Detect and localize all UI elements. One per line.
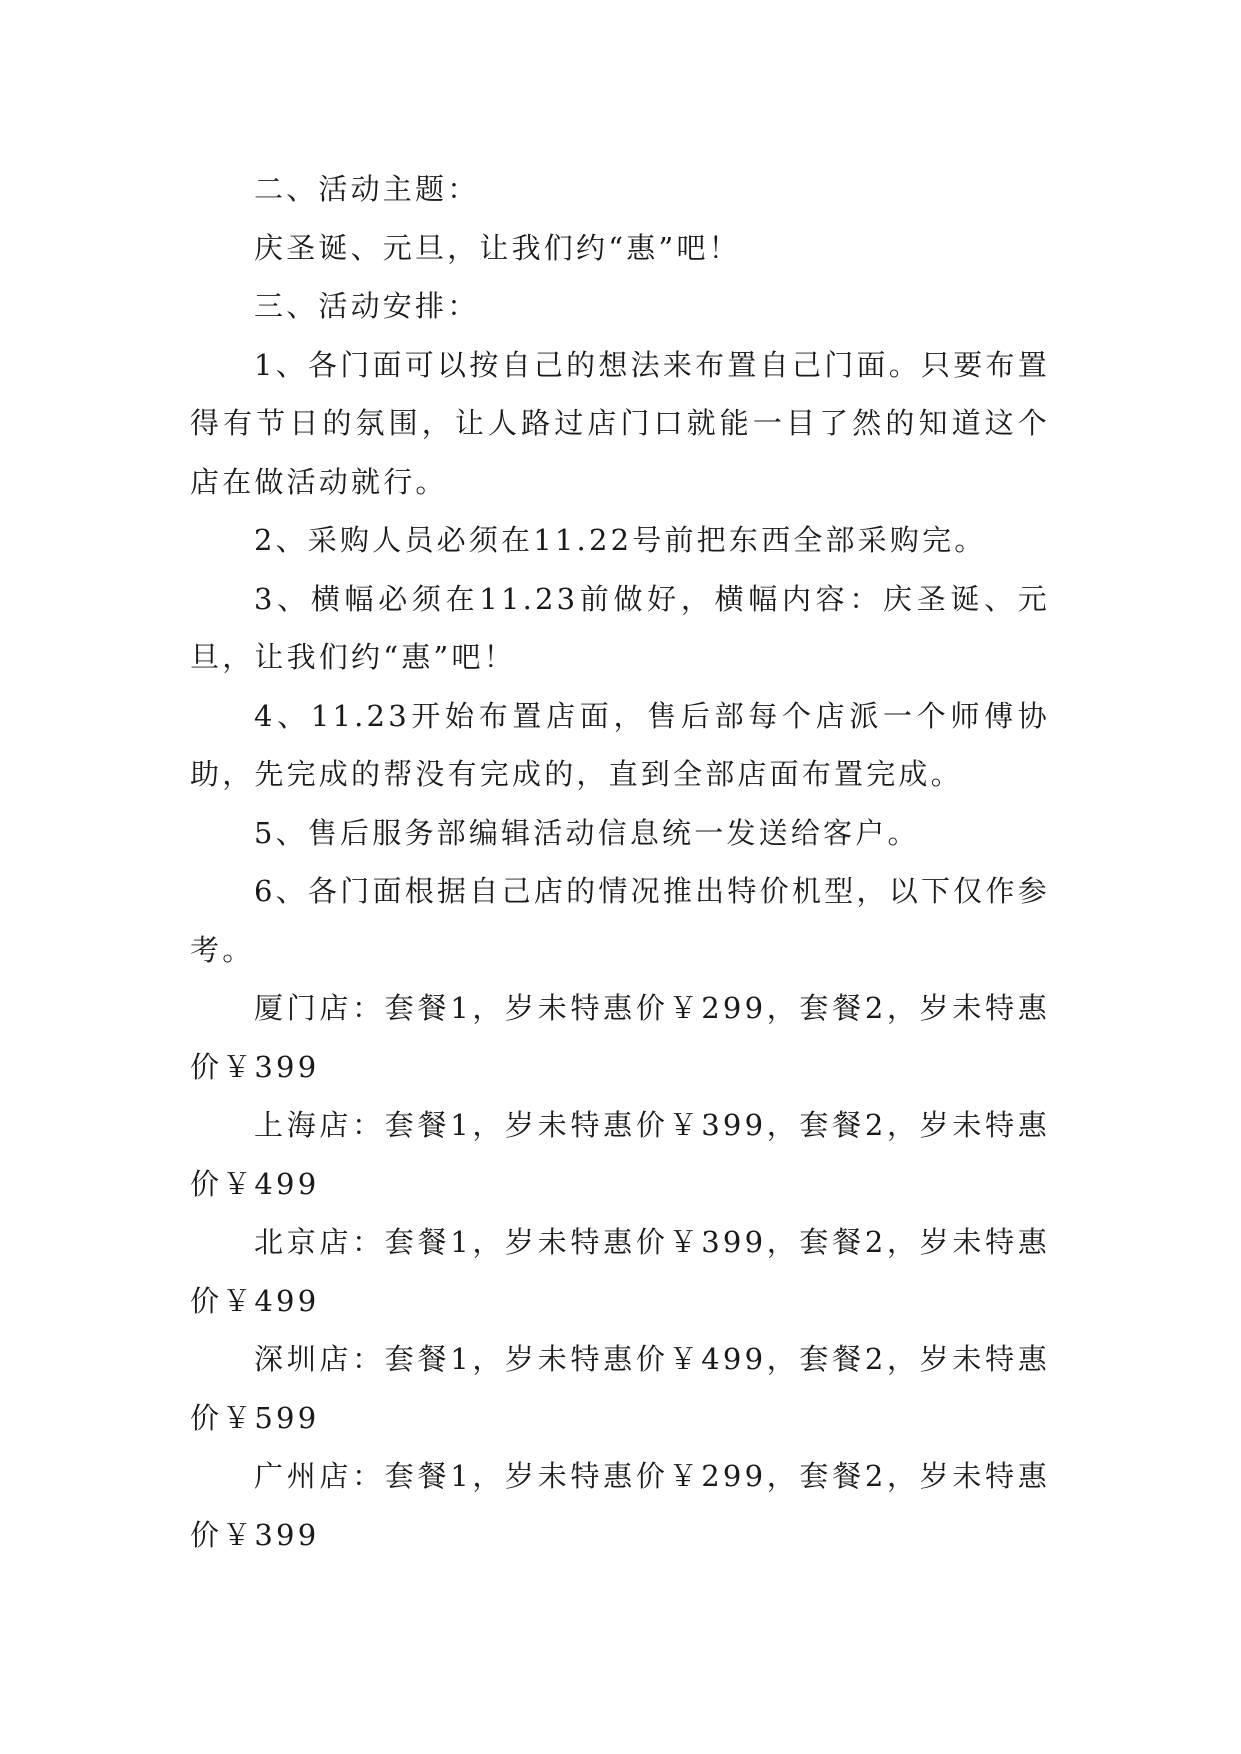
- arrangement-item-2: 2、采购人员必须在11.22号前把东西全部采购完。: [254, 523, 987, 557]
- arrangement-item-3: 3、横幅必须在11.23前做好，横幅内容：庆圣诞、元旦，让我们约“惠”吧！: [190, 581, 1050, 674]
- store-offer-xiamen: 厦门店：套餐1，岁未特惠价￥299，套餐2，岁未特惠价￥399: [190, 991, 1050, 1084]
- section-heading-arrangement: 三、活动安排：: [254, 289, 480, 323]
- store-offer-guangzhou: 广州店：套餐1，岁未特惠价￥299，套餐2，岁未特惠价￥399: [190, 1459, 1050, 1552]
- store-offer-shenzhen: 深圳店：套餐1，岁未特惠价￥499，套餐2，岁未特惠价￥599: [190, 1342, 1050, 1435]
- store-offer-shanghai: 上海店：套餐1，岁未特惠价￥399，套餐2，岁未特惠价￥499: [190, 1108, 1050, 1201]
- document-page: [190, 160, 1050, 1564]
- arrangement-item-4: 4、11.23开始布置店面，售后部每个店派一个师傅协助，先完成的帮没有完成的，直到全部店面布置完成。: [190, 698, 1050, 791]
- arrangement-item-6: 6、各门面根据自己店的情况推出特价机型，以下仅作参考。: [190, 874, 1050, 967]
- section-heading-theme: 二、活动主题：: [254, 172, 480, 206]
- store-offer-beijing: 北京店：套餐1，岁未特惠价￥399，套餐2，岁未特惠价￥499: [190, 1225, 1050, 1318]
- theme-slogan: 庆圣诞、元旦，让我们约“惠”吧！: [254, 230, 741, 265]
- arrangement-item-1: 1、各门面可以按自己的想法来布置自己门面。只要布置得有节日的氛围，让人路过店门口就能一目了然的知道这个店在做活动就行。: [190, 347, 1050, 499]
- arrangement-item-5: 5、售后服务部编辑活动信息统一发送给客户。: [254, 815, 920, 850]
